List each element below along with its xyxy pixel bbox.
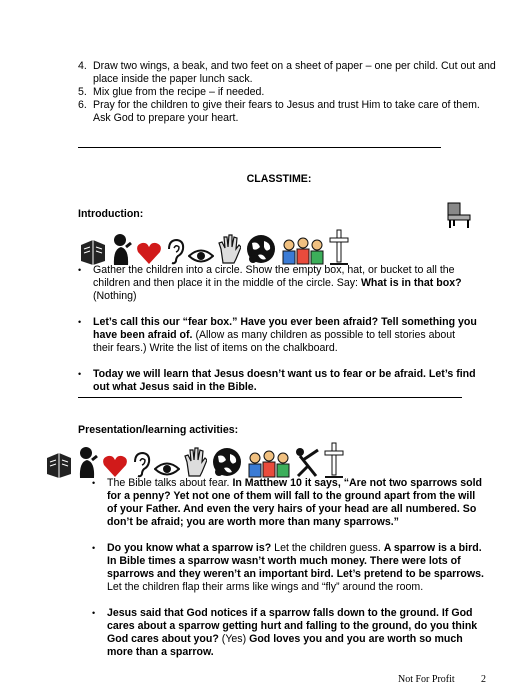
eye-icon [188, 247, 214, 265]
heart-icon [102, 454, 128, 478]
prep-step: 6. Pray for the children to give their fears to Jesus and trust Him to take care of them. Ask God to prepare your heart. [78, 99, 480, 124]
presentation-icon-row [44, 442, 345, 478]
footer-text: Not For Profit [398, 674, 455, 685]
prep-step: 5. Mix glue from the recipe – if needed. [78, 86, 265, 98]
globe-icon [244, 233, 278, 265]
divider-top [78, 147, 441, 148]
stretching-person-icon [294, 446, 320, 478]
divider-middle [78, 397, 462, 398]
presentation-list [92, 477, 488, 659]
cross-icon [328, 229, 350, 265]
prep-step: 4. Draw two wings, a beak, and two feet on a sheet of paper – one per child. Cut out and place inside the paper lunch sack. [78, 60, 496, 85]
chair-icon [444, 200, 474, 230]
list-item: • Do you know what a sparrow is? Let the children guess. A sparrow is a bird. In Bible times a sparrow wasn’t worth much money. There were lots of sparrows and they weren’t an important bird. Let’s pretend to be sparrows. Let the children flap their arms like wings and “fly” around the room. [92, 542, 484, 593]
list-item: • Let’s call this our “fear box.” Have you ever been afraid? Tell something you have been afraid of. (Allow as many children as possible to tell stories about their fears.) Write the list of items on the chalkboard. [78, 316, 477, 354]
presentation-heading: Presentation/learning activities: [78, 424, 239, 436]
classtime-title: CLASSTIME: [246, 173, 312, 185]
eye-icon [154, 460, 180, 478]
globe-icon [210, 446, 244, 478]
prep-steps-list [78, 60, 498, 125]
page-number: 2 [481, 674, 486, 685]
children-group-icon [247, 450, 291, 478]
introduction-list [78, 264, 478, 394]
praying-child-icon [77, 446, 99, 478]
hand-icon [183, 446, 207, 478]
praying-child-icon [111, 233, 133, 265]
bible-icon [44, 450, 74, 478]
children-group-icon [281, 237, 325, 265]
list-item: • Today we will learn that Jesus doesn’t want us to fear or be afraid. Let’s find out what Jesus said in the Bible. [78, 368, 476, 393]
introduction-icon-row [78, 229, 350, 265]
list-item: • Jesus said that God notices if a sparrow falls down to the ground. If God cares about a sparrow getting hurt and falling to the ground, do you think God cares about you? (Yes) God loves you and you are worth so much more than a sparrow. [92, 607, 478, 658]
list-item: • Gather the children into a circle. Show the empty box, hat, or bucket to all the children and then place it in the middle of the circle. Say: What is in that box? (Nothing) [78, 264, 462, 302]
ear-icon [131, 452, 151, 478]
introduction-heading: Introduction: [78, 208, 144, 220]
bible-icon [78, 237, 108, 265]
hand-icon [217, 233, 241, 265]
cross-icon [323, 442, 345, 478]
heart-icon [136, 241, 162, 265]
list-item: • The Bible talks about fear. In Matthew 10 it says, “Are not two sparrows sold for a penny? Yet not one of them will fall to the ground apart from the will of your Father. And even the very hairs of your head are all numbered. So don’t be afraid; you are worth more than many sparrows.” [92, 477, 483, 528]
ear-icon [165, 239, 185, 265]
